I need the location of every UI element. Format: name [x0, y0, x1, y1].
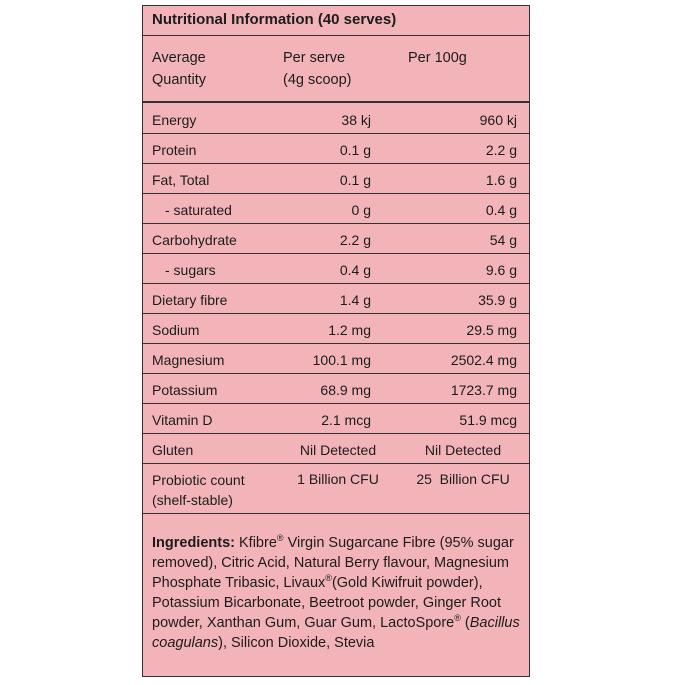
table-row	[143, 284, 529, 314]
per-serve-value: 2.2 g	[339, 232, 371, 248]
nutrient-name: Magnesium	[152, 352, 225, 368]
ingredients-part: ), Silicon Dioxide, Stevia	[218, 635, 375, 651]
ingredients-text	[152, 533, 522, 653]
per-100g-value: 1723.7 mg	[450, 382, 517, 398]
ingredients-label: Ingredients:	[152, 535, 235, 551]
per-serve-value: 0.1 g	[339, 142, 371, 158]
table-row	[143, 104, 529, 134]
per-100g-value: 1.6 g	[485, 172, 517, 188]
nutrient-name	[152, 470, 282, 510]
probiotic-label-line1: Probiotic count	[152, 472, 245, 488]
per-serve-value: 0.4 g	[339, 262, 371, 278]
nutrition-panel	[142, 5, 530, 677]
per-100g-value: 54 g	[489, 232, 517, 248]
per-serve-value: 100.1 mg	[312, 352, 371, 368]
table-row	[143, 374, 529, 404]
per-serve-value: 0.1 g	[339, 172, 371, 188]
header-per-100g: Per 100g	[408, 50, 467, 66]
table-row	[143, 224, 529, 254]
per-serve-value: 1 Billion CFU	[297, 471, 379, 487]
registered-mark: ®	[325, 573, 332, 584]
per-100g-value: 2502.4 mg	[450, 352, 517, 368]
table-row	[143, 344, 529, 374]
registered-mark: ®	[276, 533, 284, 544]
nutrient-name: Carbohydrate	[152, 232, 237, 248]
table-row	[143, 434, 529, 464]
per-100g-value: 960 kj	[479, 112, 517, 128]
table-row	[143, 164, 529, 194]
nutrient-name: Gluten	[152, 442, 194, 458]
per-100g-value: Nil Detected	[424, 442, 502, 458]
per-100g-value: 29.5 mg	[466, 322, 517, 338]
nutrient-name: Fat, Total	[152, 172, 210, 188]
per-serve-value: 0 g	[351, 202, 371, 218]
per-100g-value: 0.4 g	[485, 202, 517, 218]
probiotic-label-line2: (shelf-stable)	[152, 492, 233, 508]
table-row	[143, 314, 529, 344]
per-100g-value: 25 Billion CFU	[416, 471, 510, 487]
ingredients-italic: Bacillus coagulans	[152, 615, 520, 651]
per-serve-value: 2.1 mcg	[321, 412, 371, 428]
header-serve-line2: (4g scoop)	[283, 72, 352, 88]
table-row	[143, 194, 529, 224]
per-serve-value: 1.2 mg	[328, 322, 371, 338]
nutrient-name: Sodium	[152, 322, 200, 338]
nutrient-name: - sugars	[165, 262, 216, 278]
header-average-quantity	[152, 47, 262, 91]
registered-mark: ®	[454, 613, 461, 624]
ingredients-part: Kfibre	[234, 535, 277, 551]
per-serve-value: 1.4 g	[339, 292, 371, 308]
table-row	[143, 134, 529, 164]
table-row	[143, 464, 529, 514]
nutrient-name: Potassium	[152, 382, 218, 398]
ingredients-part: Virgin Sugarcane Fibre (95% sugar removed), Citric Acid, Natural Berry flavour, Magnesium Phosphate Tribasic, Livaux	[152, 535, 514, 591]
ingredients-part: (Gold Kiwifruit powder), Potassium Bicarbonate, Beetroot powder, Ginger Root powder, Xanthan Gum, Guar Gum, LactoSpore	[152, 575, 501, 631]
nutrient-name: Vitamin D	[152, 412, 213, 428]
header-serve-line1: Per serve	[283, 50, 346, 66]
table-row	[143, 404, 529, 434]
per-serve-value: Nil Detected	[299, 442, 377, 458]
ingredients-part: (	[460, 615, 470, 631]
per-serve-value: 38 kj	[341, 112, 371, 128]
header-label-line1: Average	[152, 50, 206, 66]
header-label-line2: Quantity	[152, 72, 206, 88]
nutrient-name: Energy	[152, 112, 197, 128]
per-100g-value: 35.9 g	[478, 292, 517, 308]
per-100g-value: 9.6 g	[485, 262, 517, 278]
nutrient-name: Protein	[152, 142, 197, 158]
per-100g-value: 51.9 mcg	[459, 412, 517, 428]
nutrient-rows	[143, 104, 529, 514]
table-header	[143, 37, 529, 103]
per-serve-value: 68.9 mg	[320, 382, 371, 398]
panel-title: Nutritional Information (40 serves)	[143, 6, 529, 36]
nutrient-name: - saturated	[165, 202, 232, 218]
header-per-serve	[283, 47, 393, 91]
per-100g-value: 2.2 g	[485, 142, 517, 158]
table-row	[143, 254, 529, 284]
nutrient-name: Dietary fibre	[152, 292, 228, 308]
